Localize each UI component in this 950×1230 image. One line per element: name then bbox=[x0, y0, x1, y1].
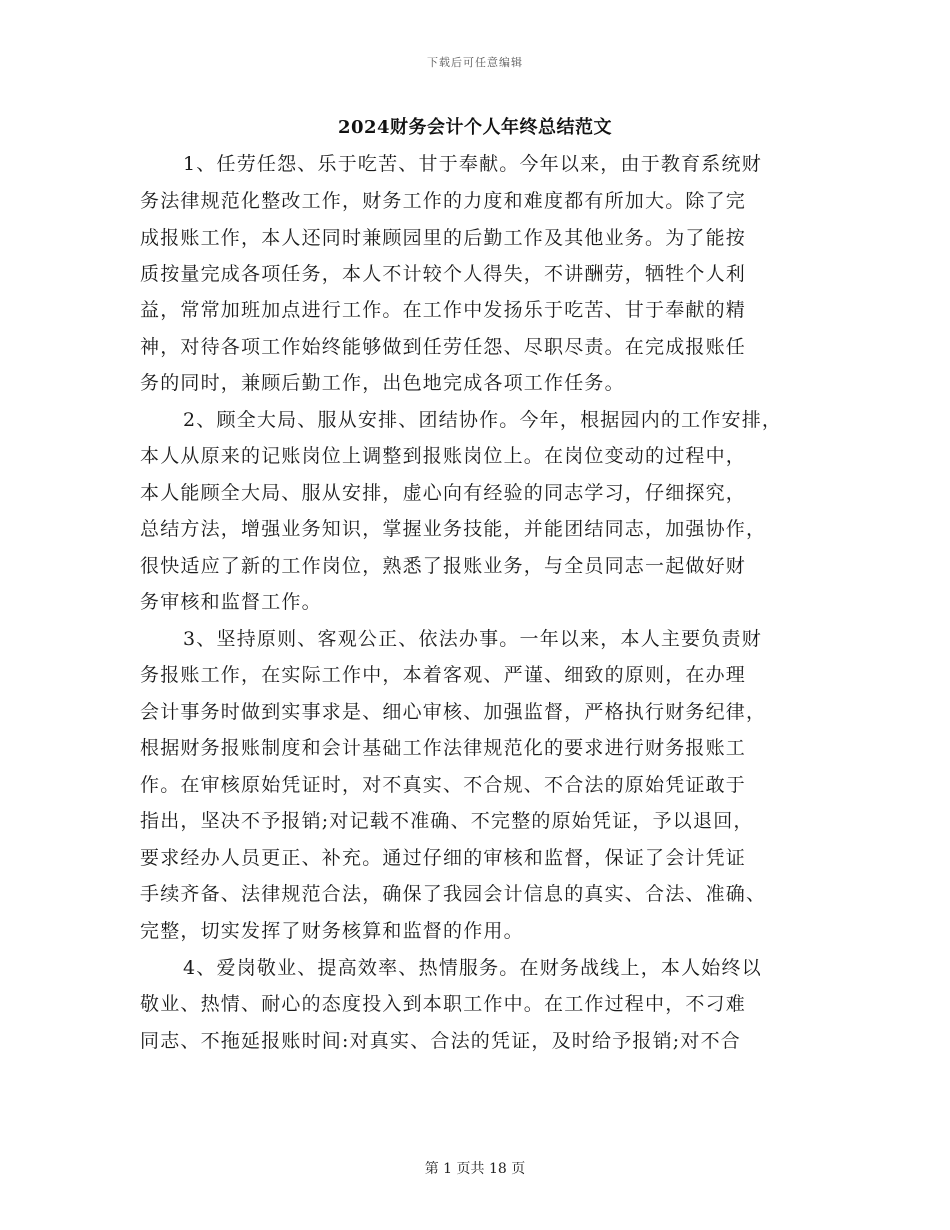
paragraph-2-line-5: 很快适应了新的工作岗位，熟悉了报账业务，与全员同志一起做好财 bbox=[140, 555, 747, 577]
paragraph-1-line-6: 神，对待各项工作始终能够做到任劳任怨、尽职尽责。在完成报账任 bbox=[140, 336, 747, 358]
paragraph-4-line-2: 敬业、热情、耐心的态度投入到本职工作中。在工作过程中，不刁难 bbox=[140, 993, 747, 1015]
paragraph-3-line-5: 作。在审核原始凭证时，对不真实、不合规、不合法的原始凭证敢于 bbox=[140, 774, 747, 796]
paragraph-1-line-5: 益，常常加班加点进行工作。在工作中发扬乐于吃苦、甘于奉献的精 bbox=[140, 299, 747, 321]
paragraph-2-line-2: 本人从原来的记账岗位上调整到报账岗位上。在岗位变动的过程中， bbox=[140, 445, 747, 467]
paragraph-2-line-4: 总结方法，增强业务知识，掌握业务技能，并能团结同志，加强协作， bbox=[140, 518, 767, 540]
paragraph-2-line-6: 务审核和监督工作。 bbox=[140, 591, 322, 613]
paragraph-3-line-6: 指出，坚决不予报销;对记载不准确、不完整的原始凭证，予以退回， bbox=[140, 810, 754, 832]
paragraph-3-line-7: 要求经办人员更正、补充。通过仔细的审核和监督，保证了会计凭证 bbox=[140, 847, 747, 869]
header-note: 下载后可任意编辑 bbox=[427, 56, 523, 69]
paragraph-2-line-3: 本人能顾全大局、服从安排，虚心向有经验的同志学习，仔细探究， bbox=[140, 482, 747, 504]
paragraph-1-line-7: 务的同时，兼顾后勤工作，出色地完成各项工作任务。 bbox=[140, 372, 625, 394]
paragraph-1-line-2: 务法律规范化整改工作，财务工作的力度和难度都有所加大。除了完 bbox=[140, 190, 747, 212]
page-indicator: 第 1 页共 18 页 bbox=[424, 1161, 526, 1177]
paragraph-1-line-1: 1、任劳任怨、乐于吃苦、甘于奉献。今年以来，由于教育系统财 bbox=[183, 153, 762, 175]
paragraph-4-line-1: 4、爱岗敬业、提高效率、热情服务。在财务战线上，本人始终以 bbox=[183, 957, 762, 979]
document-title: 2024财务会计个人年终总结范文 bbox=[337, 117, 613, 138]
paragraph-4-line-3: 同志、不拖延报账时间:对真实、合法的凭证，及时给予报销;对不合 bbox=[140, 1030, 742, 1052]
paragraph-3-line-9: 完整，切实发挥了财务核算和监督的作用。 bbox=[140, 920, 524, 942]
paragraph-1-line-3: 成报账工作，本人还同时兼顾园里的后勤工作及其他业务。为了能按 bbox=[140, 227, 747, 249]
paragraph-2-line-1: 2、顾全大局、服从安排、团结协作。今年，根据园内的工作安排， bbox=[183, 409, 783, 431]
paragraph-3-line-8: 手续齐备、法律规范合法，确保了我园会计信息的真实、合法、准确、 bbox=[140, 883, 767, 905]
paragraph-3-line-3: 会计事务时做到实事求是、细心审核、加强监督，严格执行财务纪律， bbox=[140, 701, 767, 723]
paragraph-3-line-1: 3、坚持原则、客观公正、依法办事。一年以来，本人主要负责财 bbox=[183, 628, 762, 650]
paragraph-1-line-4: 质按量完成各项任务，本人不计较个人得失，不讲酬劳，牺牲个人利 bbox=[140, 263, 747, 285]
paragraph-3-line-2: 务报账工作，在实际工作中，本着客观、严谨、细致的原则，在办理 bbox=[140, 664, 747, 686]
paragraph-3-line-4: 根据财务报账制度和会计基础工作法律规范化的要求进行财务报账工 bbox=[140, 737, 747, 759]
